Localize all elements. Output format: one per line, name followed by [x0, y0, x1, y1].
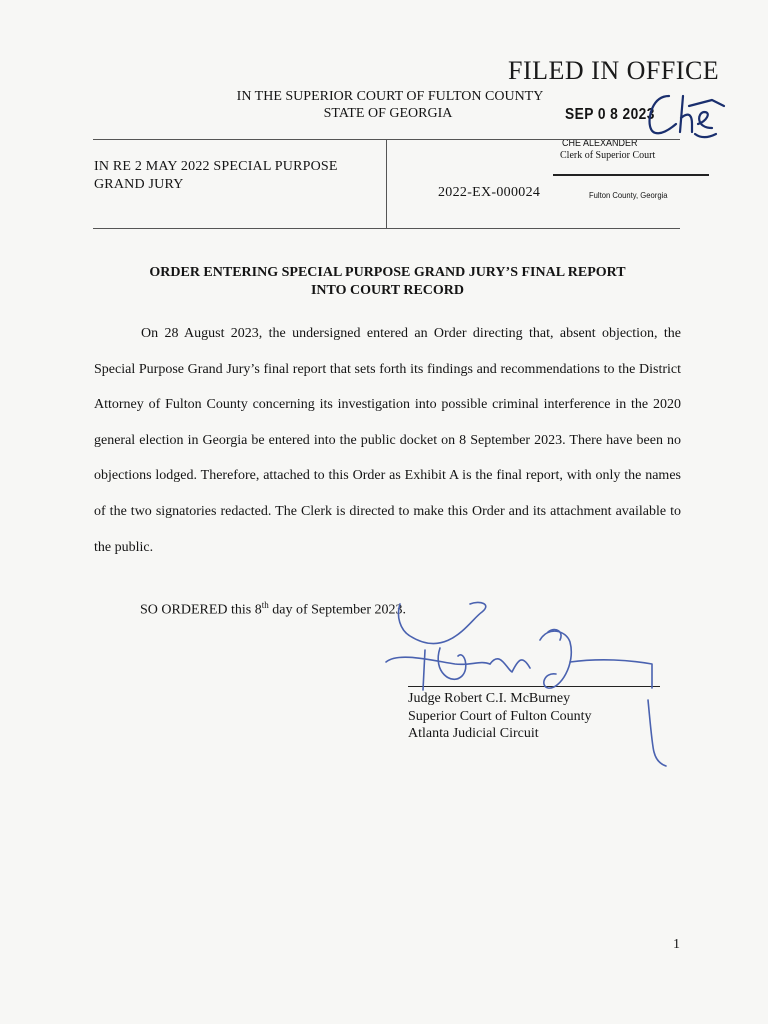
judge-signature-handwriting — [386, 602, 666, 766]
filed-stamp-date: SEP 0 8 2023 — [565, 106, 655, 123]
case-number: 2022-EX-000024 — [438, 185, 541, 200]
court-name: IN THE SUPERIOR COURT OF FULTON COUNTY — [236, 89, 544, 104]
so-ordered-suffix: day of September 2023. — [268, 602, 406, 618]
stamp-county: Fulton County, Georgia — [589, 190, 668, 200]
caption-line-2: GRAND JURY — [94, 177, 184, 192]
so-ordered-prefix: SO ORDERED this 8 — [140, 602, 262, 618]
so-ordered-ordinal: th — [261, 600, 269, 610]
judge-name: Judge Robert C.I. McBurney — [408, 691, 571, 706]
judge-court: Superior Court of Fulton County — [408, 708, 592, 724]
clerk-name: CHE ALEXANDER — [562, 138, 638, 149]
order-body: On 28 August 2023, the undersigned entered an Order directing that, absent objection, the Special Purpose Grand Jury’s final report that sets forth its findings and recommendations to the District Attorney of Fulton County concerning its investigation into possible criminal interference in the 2020 general election in Georgia be entered into the public docket on 8 September 2023. There have been no objections lodged. Therefore, attached to this Order as Exhibit A is the final report, with only the names of the two signatories redacted. The Clerk is directed to make this Order and its attachment available to the public. — [94, 326, 681, 555]
filed-stamp-title: FILED IN OFFICE — [508, 56, 720, 85]
clerk-title: Clerk of Superior Court — [560, 150, 656, 161]
judge-circuit: Atlanta Judicial Circuit — [408, 726, 539, 741]
page-number: 1 — [673, 937, 680, 952]
order-title-line-2: INTO COURT RECORD — [310, 283, 464, 298]
clerk-initials-handwriting — [650, 96, 724, 137]
state-name: STATE OF GEORGIA — [323, 106, 453, 121]
order-title-line-1: ORDER ENTERING SPECIAL PURPOSE GRAND JURY’S FINAL REPORT — [149, 265, 626, 280]
caption-line-1: IN RE 2 MAY 2022 SPECIAL PURPOSE — [94, 159, 338, 174]
